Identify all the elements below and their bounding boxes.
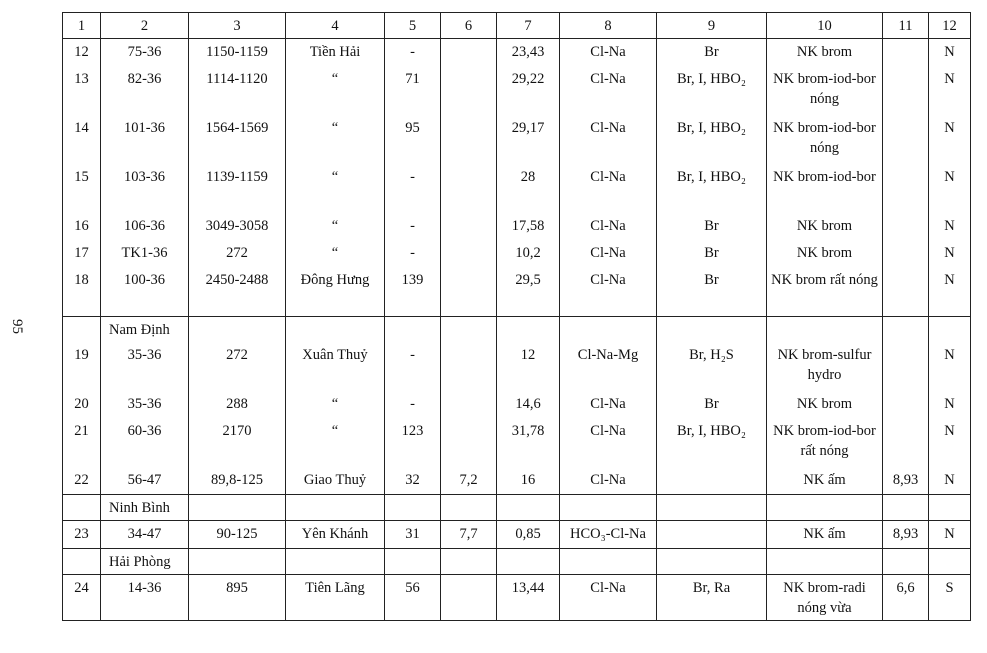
table-cell: Br xyxy=(657,39,767,67)
header-cell: 6 xyxy=(441,13,497,39)
table-cell: 22 xyxy=(63,467,101,495)
header-cell: 10 xyxy=(767,13,883,39)
table-cell: 16 xyxy=(497,467,560,495)
table-cell: - xyxy=(385,39,441,67)
empty-cell xyxy=(767,317,883,343)
table-cell: Br, I, HBO₂ xyxy=(657,418,767,467)
table-cell: “ xyxy=(286,240,385,267)
table-cell: Xuân Thuỷ xyxy=(286,342,385,391)
empty-cell xyxy=(385,495,441,521)
table-cell: 123 xyxy=(385,418,441,467)
table-cell xyxy=(883,39,929,67)
empty-cell xyxy=(497,317,560,343)
table-cell: 82-36 xyxy=(101,66,189,115)
table-cell: Cl-Na xyxy=(560,213,657,240)
header-cell: 9 xyxy=(657,13,767,39)
table-row xyxy=(63,66,971,115)
table-cell xyxy=(441,115,497,164)
region-label: Ninh Bình xyxy=(101,495,189,521)
table-cell: - xyxy=(385,164,441,213)
empty-cell xyxy=(286,317,385,343)
table-row xyxy=(63,521,971,549)
region-row xyxy=(63,317,971,343)
empty-cell xyxy=(189,495,286,521)
region-label: Nam Định xyxy=(101,317,189,343)
table-cell: Br, I, HBO₂ xyxy=(657,164,767,213)
table-cell xyxy=(883,418,929,467)
table-cell: NK ấm xyxy=(767,521,883,549)
table-cell: - xyxy=(385,342,441,391)
table-cell: NK brom xyxy=(767,213,883,240)
table-cell: 7,7 xyxy=(441,521,497,549)
table-cell xyxy=(883,213,929,240)
table-row xyxy=(63,391,971,418)
region-row xyxy=(63,495,971,521)
table-cell: 1150-1159 xyxy=(189,39,286,67)
table-row xyxy=(63,39,971,67)
table-cell xyxy=(657,521,767,549)
table-cell: 35-36 xyxy=(101,391,189,418)
table-cell: 28 xyxy=(497,164,560,213)
table-cell: 24 xyxy=(63,575,101,621)
table-cell: 29,22 xyxy=(497,66,560,115)
empty-cell xyxy=(657,549,767,575)
empty-cell xyxy=(189,549,286,575)
table-cell: Br, H₂S xyxy=(657,342,767,391)
table-cell xyxy=(441,213,497,240)
table-cell xyxy=(883,164,929,213)
header-cell: 1 xyxy=(63,13,101,39)
empty-cell xyxy=(929,549,971,575)
empty-cell xyxy=(657,495,767,521)
empty-cell xyxy=(63,495,101,521)
table-cell: NK brom-iod-bor nóng xyxy=(767,115,883,164)
empty-cell xyxy=(63,549,101,575)
table-row xyxy=(63,575,971,621)
empty-cell xyxy=(767,549,883,575)
table-cell: NK brom-radi nóng vừa xyxy=(767,575,883,621)
table-cell: 31 xyxy=(385,521,441,549)
table-cell: N xyxy=(929,418,971,467)
table-cell: NK brom xyxy=(767,391,883,418)
table-cell: 20 xyxy=(63,391,101,418)
table-header-row xyxy=(63,13,971,39)
table-cell: Cl-Na xyxy=(560,467,657,495)
table-cell: 1114-1120 xyxy=(189,66,286,115)
table-cell: 139 xyxy=(385,267,441,317)
table-row xyxy=(63,467,971,495)
table-cell: N xyxy=(929,213,971,240)
header-cell: 2 xyxy=(101,13,189,39)
table-cell: Cl-Na xyxy=(560,391,657,418)
table-cell: 29,5 xyxy=(497,267,560,317)
table-cell: 10,2 xyxy=(497,240,560,267)
table-cell: 90-125 xyxy=(189,521,286,549)
table-cell: “ xyxy=(286,164,385,213)
empty-cell xyxy=(560,549,657,575)
table-cell xyxy=(441,418,497,467)
empty-cell xyxy=(560,317,657,343)
table-cell: 101-36 xyxy=(101,115,189,164)
table-cell: “ xyxy=(286,391,385,418)
table-cell: N xyxy=(929,240,971,267)
table-cell: N xyxy=(929,66,971,115)
table-cell: N xyxy=(929,521,971,549)
table-cell: NK brom rất nóng xyxy=(767,267,883,317)
table-cell xyxy=(883,115,929,164)
table-cell: 8,93 xyxy=(883,521,929,549)
table-cell: 272 xyxy=(189,342,286,391)
table-cell xyxy=(441,342,497,391)
table-cell: 31,78 xyxy=(497,418,560,467)
table-cell: Cl-Na xyxy=(560,115,657,164)
table-body xyxy=(63,13,971,621)
table-cell: 56 xyxy=(385,575,441,621)
table-cell: 89,8-125 xyxy=(189,467,286,495)
table-cell: 23,43 xyxy=(497,39,560,67)
table-cell: 34-47 xyxy=(101,521,189,549)
empty-cell xyxy=(929,495,971,521)
table-cell: N xyxy=(929,115,971,164)
table-cell: Br, I, HBO₂ xyxy=(657,115,767,164)
header-cell: 3 xyxy=(189,13,286,39)
table-cell: 8,93 xyxy=(883,467,929,495)
table-cell xyxy=(441,391,497,418)
table-cell: 29,17 xyxy=(497,115,560,164)
table-cell: 1139-1159 xyxy=(189,164,286,213)
empty-cell xyxy=(441,549,497,575)
header-cell: 8 xyxy=(560,13,657,39)
table-cell: Đông Hưng xyxy=(286,267,385,317)
table-cell: Br xyxy=(657,391,767,418)
table-row xyxy=(63,115,971,164)
table-cell: Giao Thuỷ xyxy=(286,467,385,495)
table-cell xyxy=(883,240,929,267)
table-cell xyxy=(441,267,497,317)
table-cell: Cl-Na-Mg xyxy=(560,342,657,391)
empty-cell xyxy=(497,495,560,521)
table-cell: 15 xyxy=(63,164,101,213)
empty-cell xyxy=(441,495,497,521)
empty-cell xyxy=(929,317,971,343)
table-cell: 100-36 xyxy=(101,267,189,317)
table-cell: “ xyxy=(286,213,385,240)
empty-cell xyxy=(385,317,441,343)
table-cell: 106-36 xyxy=(101,213,189,240)
table-row xyxy=(63,213,971,240)
table-cell: NK brom-iod-bor nóng xyxy=(767,66,883,115)
table-cell: - xyxy=(385,240,441,267)
table-cell: N xyxy=(929,342,971,391)
table-cell: 60-36 xyxy=(101,418,189,467)
table-cell xyxy=(883,267,929,317)
table-cell: 0,85 xyxy=(497,521,560,549)
table-cell: Br, I, HBO₂ xyxy=(657,66,767,115)
table-cell: Br xyxy=(657,267,767,317)
empty-cell xyxy=(286,549,385,575)
table-cell: 288 xyxy=(189,391,286,418)
header-cell: 11 xyxy=(883,13,929,39)
table-cell: Cl-Na xyxy=(560,39,657,67)
table-cell xyxy=(441,164,497,213)
table-row xyxy=(63,267,971,317)
empty-cell xyxy=(189,317,286,343)
table-cell: Br xyxy=(657,213,767,240)
table-cell: Br xyxy=(657,240,767,267)
table-row xyxy=(63,342,971,391)
empty-cell xyxy=(385,549,441,575)
table-cell: Br, Ra xyxy=(657,575,767,621)
table-cell: N xyxy=(929,391,971,418)
table-row xyxy=(63,418,971,467)
table-cell: - xyxy=(385,213,441,240)
table-cell xyxy=(883,66,929,115)
table-cell: HCO₃-Cl-Na xyxy=(560,521,657,549)
table-cell: “ xyxy=(286,418,385,467)
table-cell: 7,2 xyxy=(441,467,497,495)
table-cell: N xyxy=(929,164,971,213)
page-number: 95 xyxy=(9,319,25,334)
table-cell: 19 xyxy=(63,342,101,391)
empty-cell xyxy=(560,495,657,521)
table-cell xyxy=(883,342,929,391)
table-cell: NK brom-iod-bor xyxy=(767,164,883,213)
table-cell: 14-36 xyxy=(101,575,189,621)
header-cell: 5 xyxy=(385,13,441,39)
table-cell: Tiên Lãng xyxy=(286,575,385,621)
table-cell: NK brom-iod-bor rất nóng xyxy=(767,418,883,467)
empty-cell xyxy=(883,317,929,343)
table-row xyxy=(63,164,971,213)
table-cell xyxy=(883,391,929,418)
empty-cell xyxy=(657,317,767,343)
table-cell: 18 xyxy=(63,267,101,317)
table-cell: 272 xyxy=(189,240,286,267)
table-cell: 95 xyxy=(385,115,441,164)
empty-cell xyxy=(441,317,497,343)
table-cell: 1564-1569 xyxy=(189,115,286,164)
table-cell: N xyxy=(929,39,971,67)
table-cell: NK brom-sulfur hydro xyxy=(767,342,883,391)
table-cell xyxy=(657,467,767,495)
table-cell: 23 xyxy=(63,521,101,549)
empty-cell xyxy=(883,495,929,521)
table-cell: NK brom xyxy=(767,240,883,267)
empty-cell xyxy=(286,495,385,521)
empty-cell xyxy=(63,317,101,343)
table-cell xyxy=(441,240,497,267)
table-cell: 32 xyxy=(385,467,441,495)
table-cell: 103-36 xyxy=(101,164,189,213)
empty-cell xyxy=(497,549,560,575)
table-cell: Cl-Na xyxy=(560,240,657,267)
table-cell: Yên Khánh xyxy=(286,521,385,549)
table-cell: 2170 xyxy=(189,418,286,467)
table-cell: TK1-36 xyxy=(101,240,189,267)
table-cell: 56-47 xyxy=(101,467,189,495)
table-cell: Cl-Na xyxy=(560,164,657,213)
table-cell: 12 xyxy=(63,39,101,67)
table-cell: 895 xyxy=(189,575,286,621)
table-cell: 35-36 xyxy=(101,342,189,391)
table-cell: 2450-2488 xyxy=(189,267,286,317)
table-cell: 12 xyxy=(497,342,560,391)
table-cell: N xyxy=(929,467,971,495)
table-cell: Cl-Na xyxy=(560,418,657,467)
header-cell: 12 xyxy=(929,13,971,39)
table-cell xyxy=(441,39,497,67)
table-cell: 13 xyxy=(63,66,101,115)
table-cell: Cl-Na xyxy=(560,575,657,621)
table-cell: 21 xyxy=(63,418,101,467)
table-cell: “ xyxy=(286,66,385,115)
table-cell: N xyxy=(929,267,971,317)
table-cell: 75-36 xyxy=(101,39,189,67)
header-cell: 4 xyxy=(286,13,385,39)
table-row xyxy=(63,240,971,267)
empty-cell xyxy=(883,549,929,575)
table-cell: 71 xyxy=(385,66,441,115)
table-cell: NK brom xyxy=(767,39,883,67)
table-cell: 3049-3058 xyxy=(189,213,286,240)
table-cell: 13,44 xyxy=(497,575,560,621)
header-cell: 7 xyxy=(497,13,560,39)
table-cell: 16 xyxy=(63,213,101,240)
table-cell: Tiền Hải xyxy=(286,39,385,67)
table-cell: 17 xyxy=(63,240,101,267)
region-label: Hải Phòng xyxy=(101,549,189,575)
table-cell: 14 xyxy=(63,115,101,164)
table-cell: Cl-Na xyxy=(560,267,657,317)
table-cell: “ xyxy=(286,115,385,164)
table-cell: 17,58 xyxy=(497,213,560,240)
table-cell: NK ấm xyxy=(767,467,883,495)
table-cell xyxy=(441,66,497,115)
region-row xyxy=(63,549,971,575)
table-cell: S xyxy=(929,575,971,621)
mineral-water-table xyxy=(62,12,971,621)
table-cell: 6,6 xyxy=(883,575,929,621)
table-cell xyxy=(441,575,497,621)
table-cell: 14,6 xyxy=(497,391,560,418)
table-cell: - xyxy=(385,391,441,418)
empty-cell xyxy=(767,495,883,521)
table-cell: Cl-Na xyxy=(560,66,657,115)
